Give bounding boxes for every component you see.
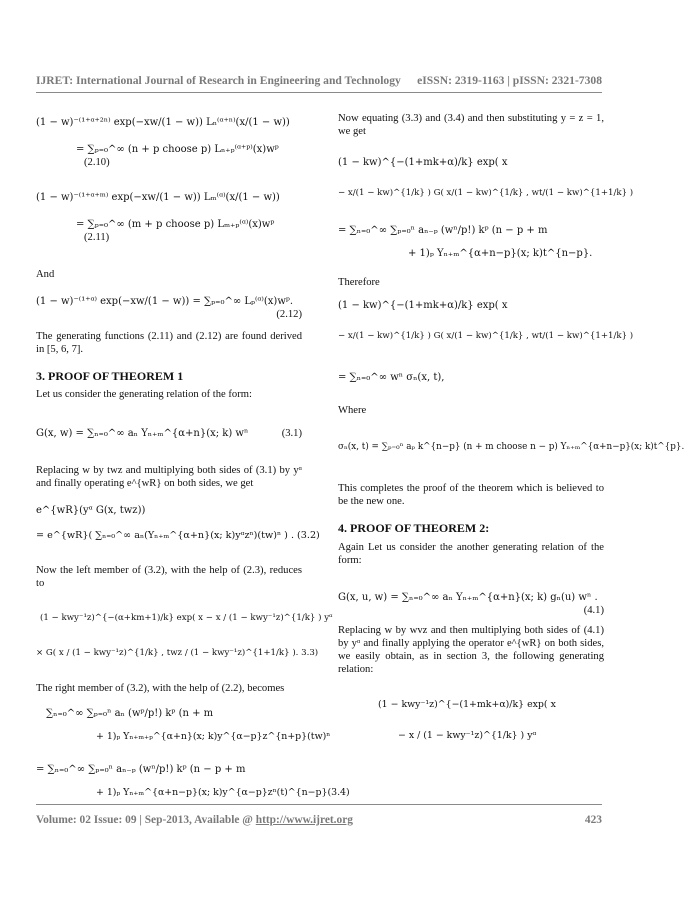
right-column xyxy=(338,112,684,742)
eq-a-line4: + 1)ₚ Yₙ₊ₘ^{α+n−p}(x; k)t^{n−p}. xyxy=(408,248,593,259)
eq-2-10-number: (2.10) xyxy=(84,157,110,168)
paragraph: The generating functions (2.11) and (2.12) are found derived in [5, 6, 7]. xyxy=(36,331,302,355)
eq-3-3-line1: (1 − kwy⁻¹z)^{−(α+km+1)/k} exp( x − x / (1 − kwy⁻¹z)^{1/k} ) yᵅ xyxy=(40,613,333,623)
page-number: 423 xyxy=(584,814,602,826)
eq-3-2-line2: = e^{wR}( ∑ₙ₌₀^∞ aₙ(Yₙ₊ₘ^{α+n}(x; k)yᵅzⁿ)(tw)ⁿ ) . (3.2) xyxy=(36,530,320,541)
eq-2-11-line2: = ∑ₚ₌₀^∞ (m + p choose p) Lₘ₊ₚ⁽ᵅ⁾(x)wᵖ xyxy=(76,219,275,230)
page-footer xyxy=(36,814,602,826)
eq-3-4-line2: + 1)ₚ Yₙ₊ₘ₊ₚ^{α+n}(x; k)y^{α−p}z^{n+p}(tw)ⁿ xyxy=(96,731,331,742)
eq-4-1-number: (4.1) xyxy=(583,605,604,616)
paragraph: Let us consider the generating relation of the form: xyxy=(36,389,252,400)
journal-link[interactable]: http://www.ijret.org xyxy=(255,814,353,826)
eq-3-1-number: (3.1) xyxy=(281,428,302,439)
eq-2-12-number: (2.12) xyxy=(276,309,302,320)
paragraph: Now the left member of (3.2), with the help of (2.3), reduces to xyxy=(36,565,302,589)
eq-a-line3: = ∑ₙ₌₀^∞ ∑ₚ₌₀ⁿ aₙ₋ₚ (wⁿ/p!) kᵖ (n − p + m xyxy=(338,225,548,236)
eq-b-line1: (1 − kw)^{−(1+mk+α)/k} exp( x xyxy=(338,300,508,311)
eq-c-line2: − x / (1 − kwy⁻¹z)^{1/k} ) yᵅ xyxy=(398,730,537,741)
section-4-heading: 4. PROOF OF THEOREM 2: xyxy=(338,521,490,535)
paragraph: Now equating (3.3) and (3.4) and then substituting y = z = 1, we get xyxy=(338,113,604,137)
paragraph: The right member of (3.2), with the help of (2.2), becomes xyxy=(36,683,285,694)
eq-3-3-line2: × G( x / (1 − kwy⁻¹z)^{1/k} , twz / (1 − kwy⁻¹z)^{1+1/k} ). 3.3) xyxy=(36,648,319,658)
page-header xyxy=(36,74,602,87)
eq-2-10-line2: = ∑ₚ₌₀^∞ (n + p choose p) Lₙ₊ₚ⁽ᵅ⁺ᵖ⁾(x)wᵖ xyxy=(76,144,279,155)
eq-a-line2: − x/(1 − kw)^{1/k} ) G( x/(1 − kw)^{1/k} , wt/(1 − kw)^{1+1/k} ) xyxy=(338,188,634,198)
and-text: And xyxy=(36,269,55,280)
eq-b-line3: = ∑ₙ₌₀^∞ wⁿ σₙ(x, t), xyxy=(338,372,445,383)
volume-info: Volume: 02 Issue: 09 | Sep-2013, Available @ xyxy=(36,814,256,826)
paragraph: This completes the proof of the theorem which is believed to be the new one. xyxy=(338,483,604,507)
eq-sigma: σₙ(x, t) = ∑ₚ₌₀ⁿ aₚ k^{n−p} (n + m choose n − p) Yₙ₊ₘ^{α+n−p}(x; k)t^{p}. xyxy=(338,442,684,452)
eq-3-4-line3: = ∑ₙ₌₀^∞ ∑ₚ₌₀ⁿ aₙ₋ₚ (wⁿ/p!) kᵖ (n − p + m xyxy=(36,764,246,775)
therefore-text: Therefore xyxy=(338,277,380,288)
eq-2-12: (1 − w)⁻⁽¹⁺ᵅ⁾ exp(−xw/(1 − w)) = ∑ₚ₌₀^∞ Lₚ⁽ᵅ⁾(x)wᵖ. xyxy=(36,296,294,307)
eq-c-line1: (1 − kwy⁻¹z)^{−(1+mk+α)/k} exp( x xyxy=(378,699,556,710)
eq-3-1: G(x, w) = ∑ₙ₌₀^∞ aₙ Yₙ₊ₘ^{α+n}(x; k) wⁿ xyxy=(36,428,249,439)
paragraph: Again Let us consider the another generating relation of the form: xyxy=(338,542,604,566)
section-3-heading: 3. PROOF OF THEOREM 1 xyxy=(36,369,184,383)
eq-3-2-line1: e^{wR}(yᵅ G(x, twz)) xyxy=(36,505,146,516)
header-rule xyxy=(36,92,602,93)
paragraph: Replacing w by wvz and then multiplying both sides of (4.1) by yᵅ and finally applying the operator e^{wR} on both sides, we easily obtain, as in section 3, the following generating relation: xyxy=(338,625,604,675)
eq-2-10-line1: (1 − w)⁻⁽¹⁺ᵅ⁺²ⁿ⁾ exp(−xw/(1 − w)) Lₙ⁽ᵅ⁺ⁿ⁾(x/(1 − w)) xyxy=(36,117,290,128)
eq-2-11-number: (2.11) xyxy=(84,232,110,243)
left-column xyxy=(36,112,350,799)
eq-2-11-line1: (1 − w)⁻⁽¹⁺ᵅ⁺ᵐ⁾ exp(−xw/(1 − w)) Lₘ⁽ᵅ⁾(x/(1 − w)) xyxy=(36,192,280,203)
issn-info: eISSN: 2319-1163 | pISSN: 2321-7308 xyxy=(417,74,602,87)
eq-3-4-line1: ∑ₙ₌₀^∞ ∑ₚ₌₀ⁿ aₙ (wᵖ/p!) kᵖ (n + m xyxy=(46,708,214,719)
eq-3-4-line4: + 1)ₚ Yₙ₊ₘ^{α+n−p}(x; k)y^{α−p}zⁿ(t)^{n−p}(3.4) xyxy=(96,787,350,798)
where-text: Where xyxy=(338,405,367,416)
eq-b-line2: − x/(1 − kw)^{1/k} ) G( x/(1 − kw)^{1/k} , wt/(1 − kw)^{1+1/k} ) xyxy=(338,331,634,341)
eq-4-1: G(x, u, w) = ∑ₙ₌₀^∞ aₙ Yₙ₊ₘ^{α+n}(x; k) gₙ(u) wⁿ . xyxy=(338,592,598,603)
journal-title: IJRET: International Journal of Research in Engineering and Technology xyxy=(36,74,401,87)
footer-rule xyxy=(36,804,602,805)
eq-a-line1: (1 − kw)^{−(1+mk+α)/k} exp( x xyxy=(338,157,508,168)
paragraph: Replacing w by twz and multiplying both sides of (3.1) by yᵅ and finally operating e^{wR} on both sides, we get xyxy=(36,465,302,489)
